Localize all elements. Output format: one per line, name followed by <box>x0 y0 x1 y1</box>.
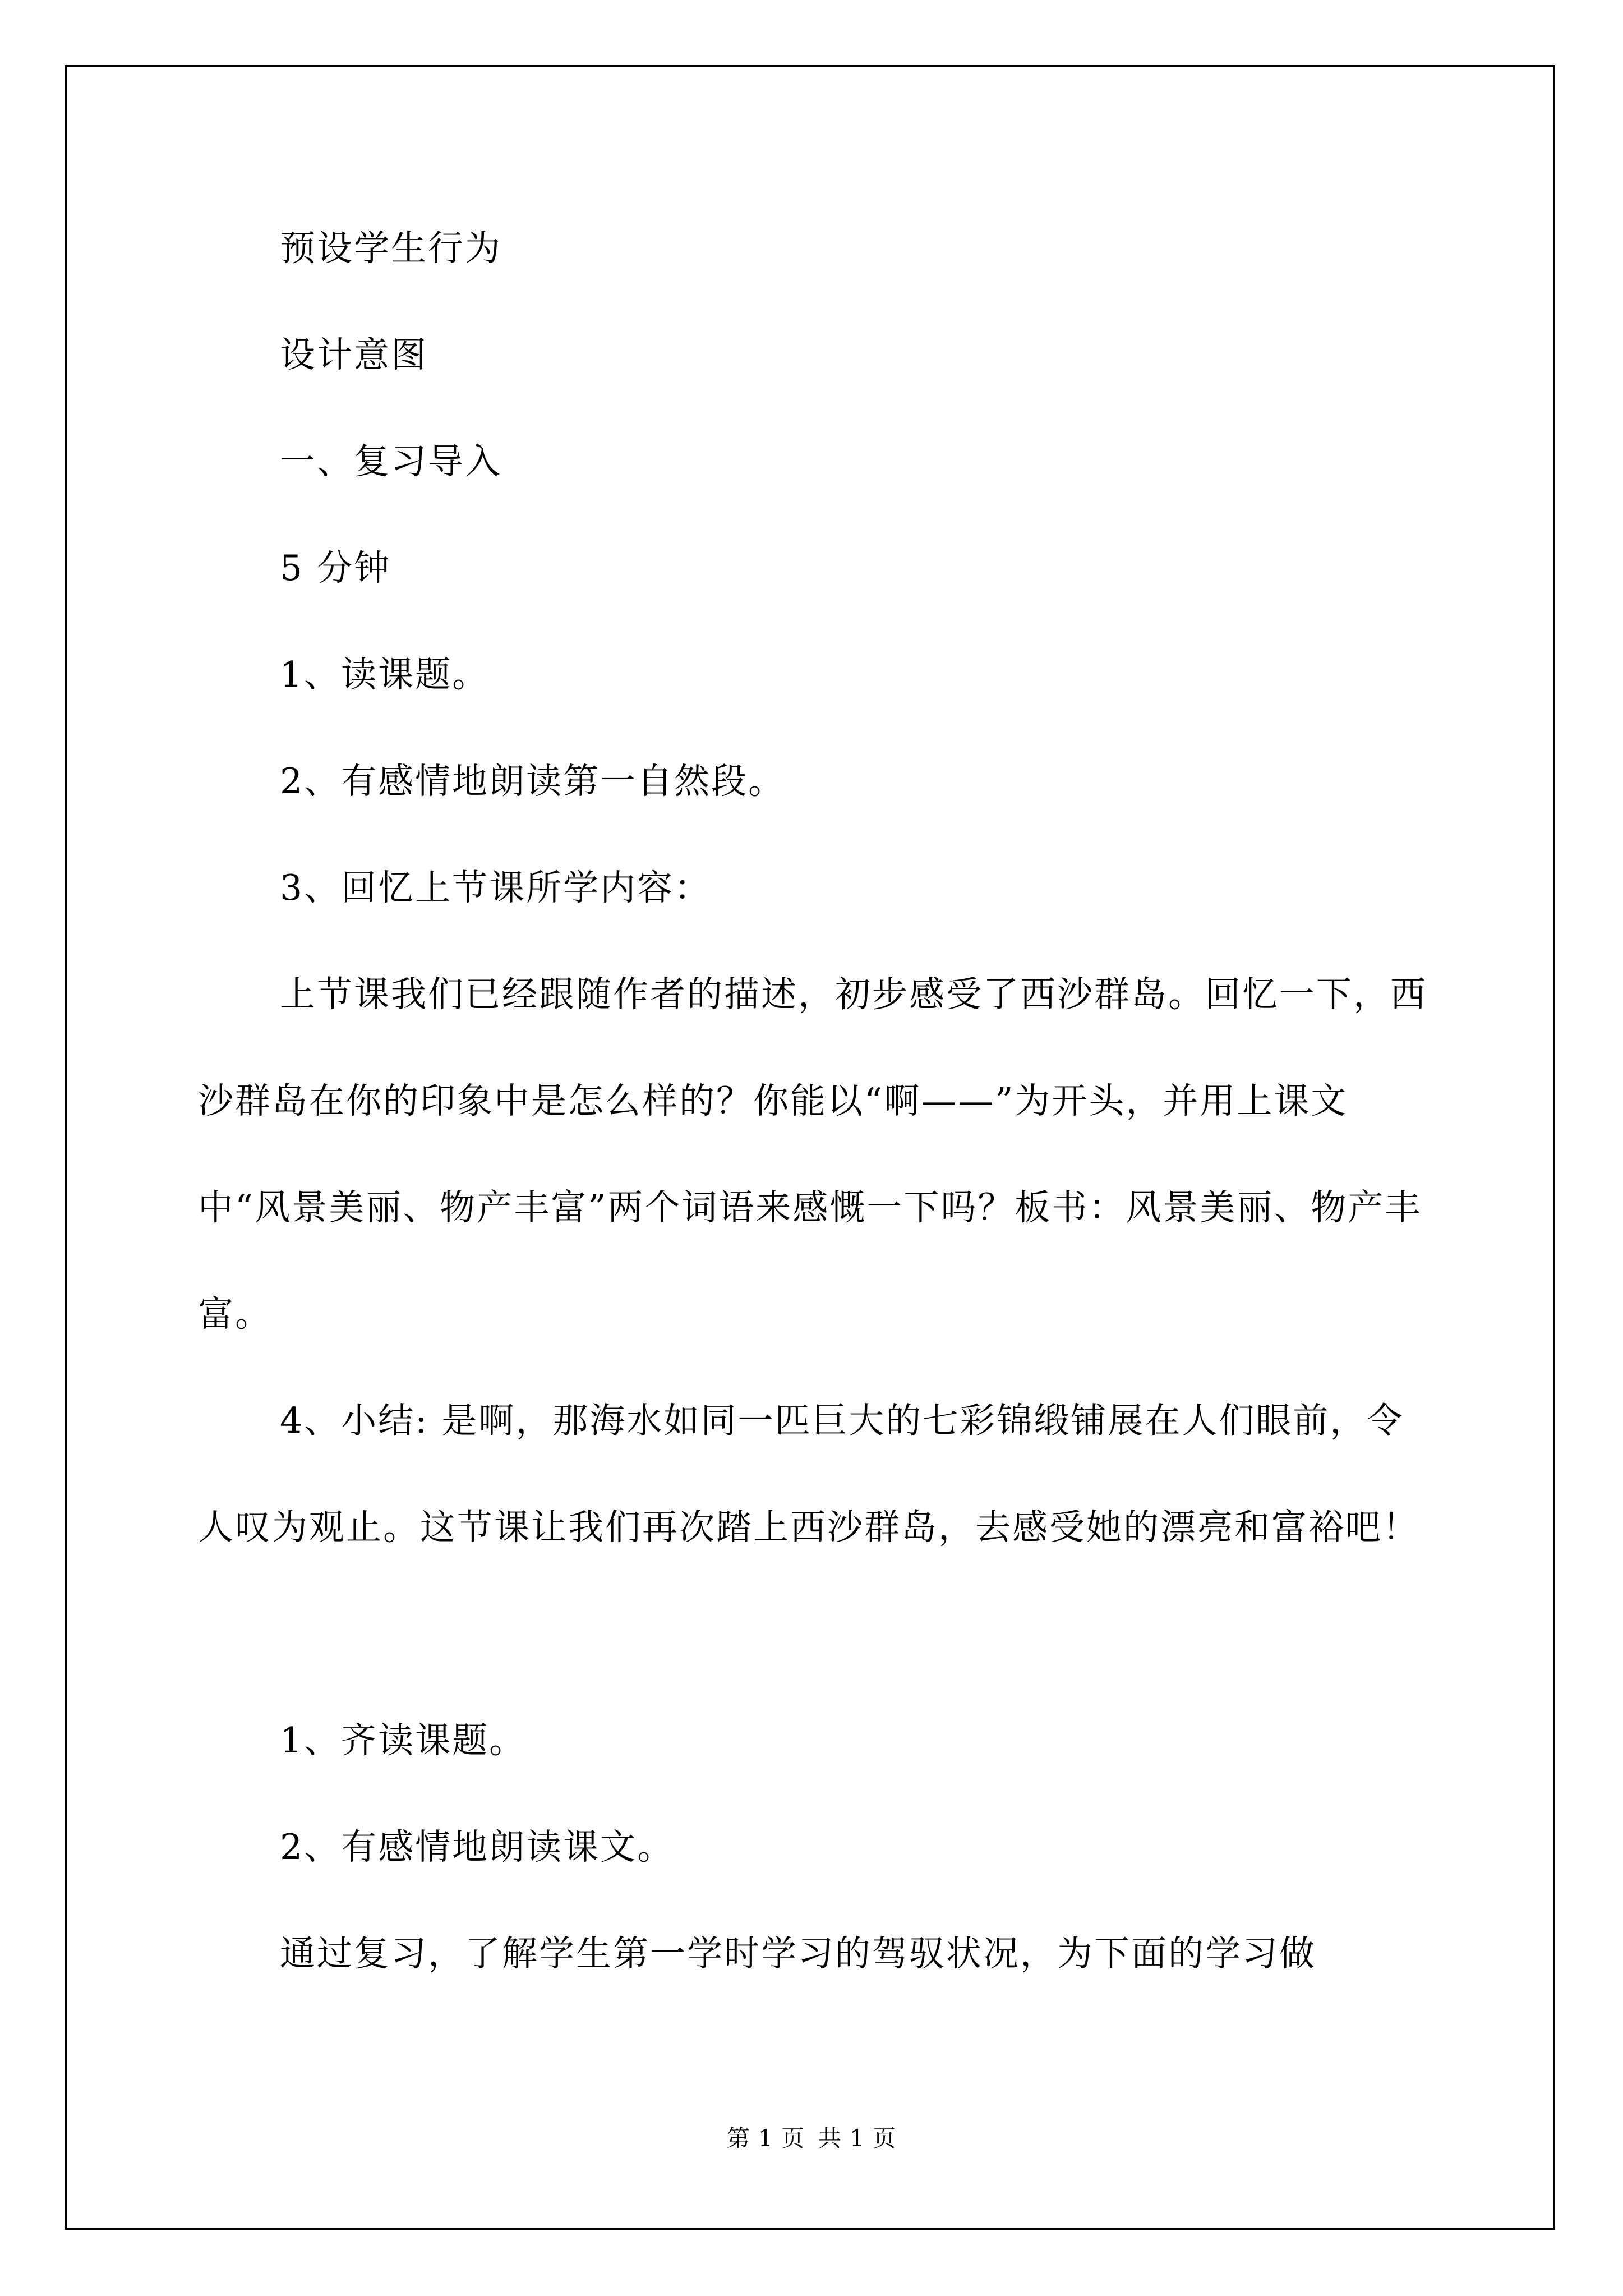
paragraph-recall-description: 上节课我们已经跟随作者的描述，初步感受了西沙群岛。回忆一下，西沙群岛在你的印象中是怎么样的？你能以“啊——”为开头，并用上课文中“风景美丽、物产丰富”两个词语来感慨一下吗？板书：风景美丽、物产丰富。 <box>198 974 1427 1335</box>
page-total: 共 1 页 <box>818 2125 897 2152</box>
list-item-read-title-together: 1、齐读课题。 <box>280 1720 527 1761</box>
list-item-recall-content: 3、回忆上节课所学内容： <box>280 867 712 908</box>
paragraph-design-intent: 设计意图 <box>280 334 428 375</box>
page-number: 第 1 页 <box>726 2125 805 2152</box>
paragraph-summary: 4、小结: 是啊，那海水如同一匹巨大的七彩锦缎铺展在人们眼前，令人叹为观止。这节课让我们再次踏上西沙群岛，去感受她的漂亮和富裕吧！ <box>198 1400 1419 1548</box>
list-item-read-title: 1、读课题。 <box>280 654 490 695</box>
list-item-read-first-paragraph: 2、有感情地朗读第一自然段。 <box>280 761 786 802</box>
page-footer <box>0 2122 1623 2155</box>
paragraph-design-rationale: 通过复习，了解学生第一学时学习的驾驭状况，为下面的学习做 <box>280 1933 1316 1974</box>
paragraph-preset-behavior: 预设学生行为 <box>280 228 502 269</box>
paragraph-duration: 5 分钟 <box>280 547 391 588</box>
list-item-read-text: 2、有感情地朗读课文。 <box>280 1826 675 1867</box>
section-heading-review: 一、复习导入 <box>280 441 502 482</box>
